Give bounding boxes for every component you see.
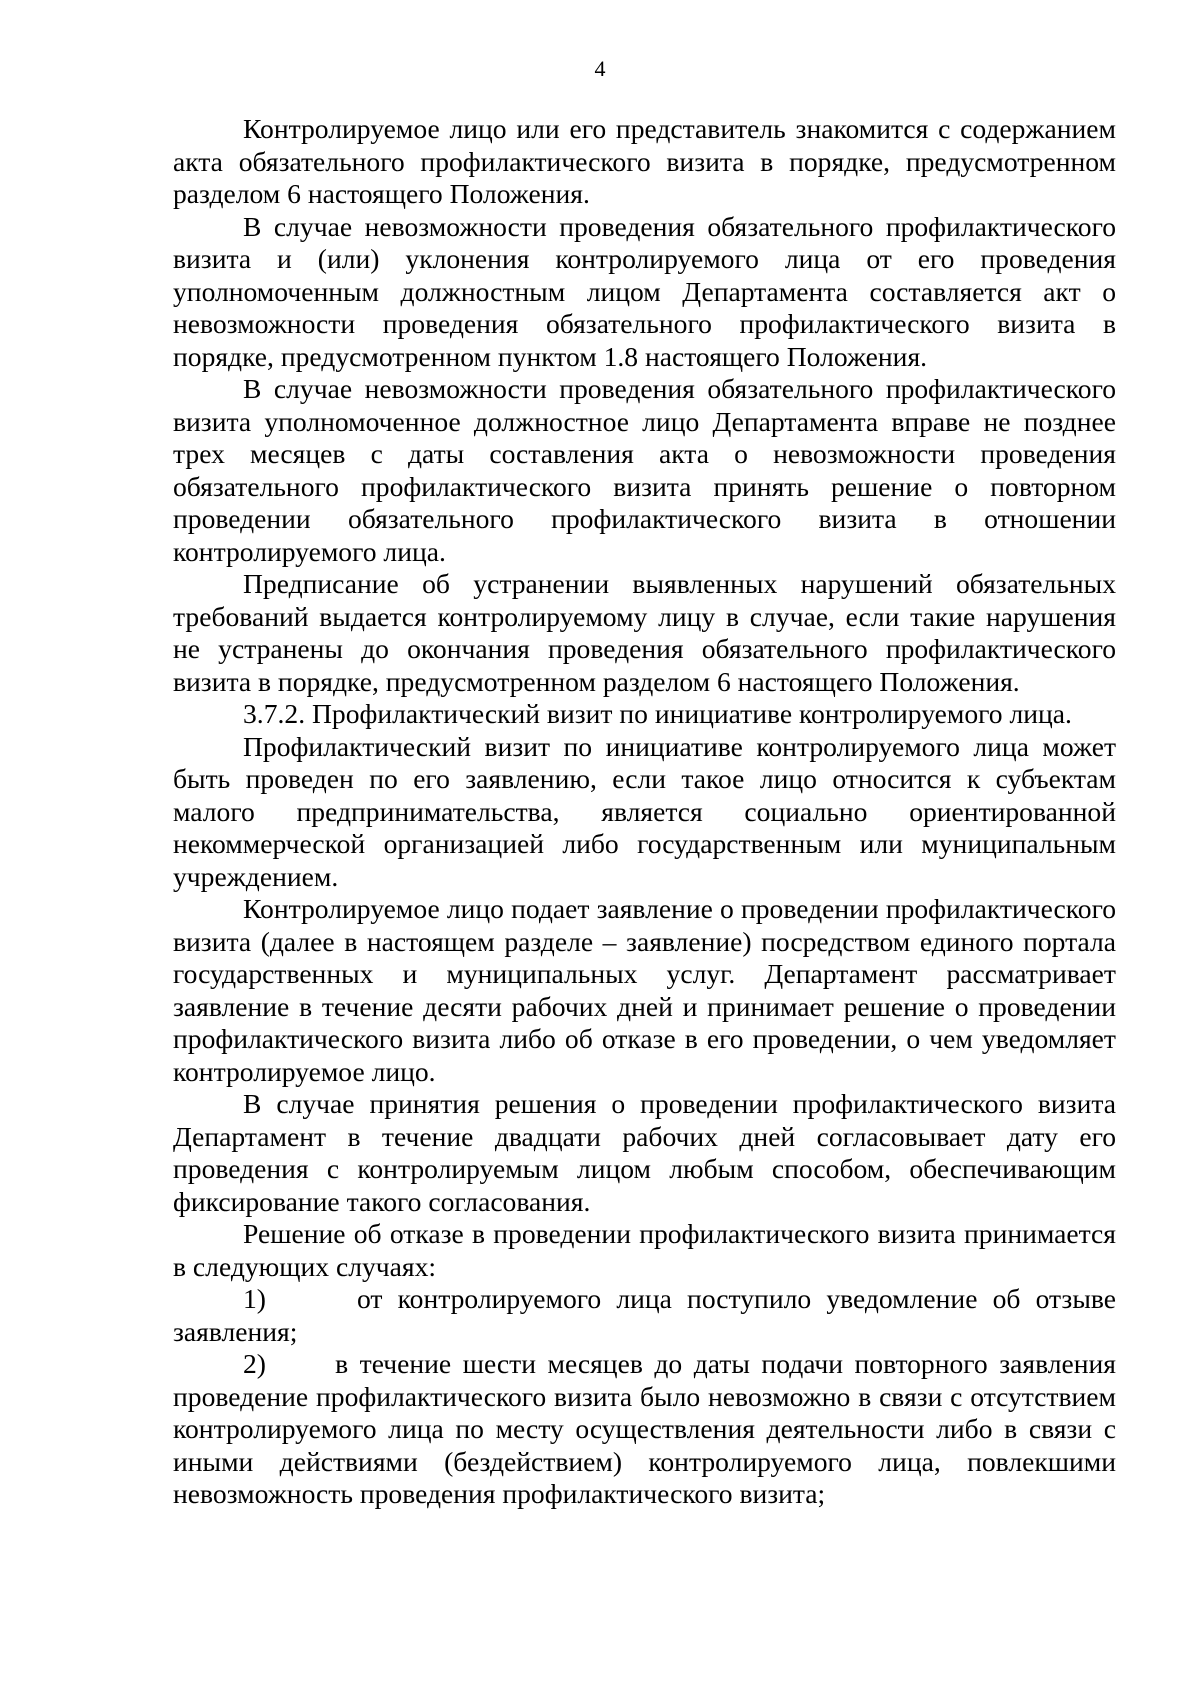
paragraph: В случае невозможности проведения обязательного профилактического визита и (или) уклонения контролируемого лица от его проведения уполномоченным должностным лицом Департамента составляется акт о невозможности проведения обязательного профилактического визита в порядке, предусмотренном пунктом 1.8 настоящего Положения. [173,210,1116,372]
paragraph: В случае принятия решения о проведении профилактического визита Департамент в течение двадцати рабочих дней согласовывает дату его проведения с контролируемым лицом любым способом, обеспечивающим фиксирование такого согласования. [173,1088,1116,1217]
section-heading: 3.7.2. Профилактический визит по инициативе контролируемого лица. [243,698,1072,729]
paragraph: Контролируемое лицо подает заявление о проведении профилактического визита (далее в настоящем разделе – заявление) посредством единого портала государственных и муниципальных услуг. Департамент рассматривает заявление в течение десяти рабочих дней и принимает решение о проведении профилактического визита либо об отказе в его проведении, о чем уведомляет контролируемое лицо. [173,893,1116,1087]
list-item: 1) от контролируемого лица поступило уведомление об отзыве заявления; [173,1283,1116,1347]
document-body [173,113,1116,1511]
paragraph: Предписание об устранении выявленных нарушений обязательных требований выдается контролируемому лицу в случае, если такие нарушения не устранены до окончания проведения обязательного профилактического визита в порядке, предусмотренном разделом 6 настоящего Положения. [173,568,1116,697]
paragraph: Профилактический визит по инициативе контролируемого лица может быть проведен по его заявлению, если такое лицо относится к субъектам малого предпринимательства, является социально ориентированной некоммерческой организацией либо государственным или муниципальным учреждением. [173,730,1116,892]
page-number: 4 [594,56,606,81]
list-item: 2) в течение шести месяцев до даты подачи повторного заявления проведение профилактического визита было невозможно в связи с отсутствием контролируемого лица по месту осуществления деятельности либо в связи с иными действиями (бездействием) контролируемого лица, повлекшими невозможность проведения профилактического визита; [173,1348,1116,1509]
paragraph: В случае невозможности проведения обязательного профилактического визита уполномоченное должностное лицо Департамента вправе не позднее трех месяцев с даты составления акта о невозможности проведения обязательного профилактического визита принять решение о повторном проведении обязательного профилактического визита в отношении контролируемого лица. [173,373,1116,567]
paragraph: Контролируемое лицо или его представитель знакомится с содержанием акта обязательного профилактического визита в порядке, предусмотренном разделом 6 настоящего Положения. [173,113,1116,209]
paragraph: Решение об отказе в проведении профилактического визита принимается в следующих случаях: [173,1218,1116,1282]
